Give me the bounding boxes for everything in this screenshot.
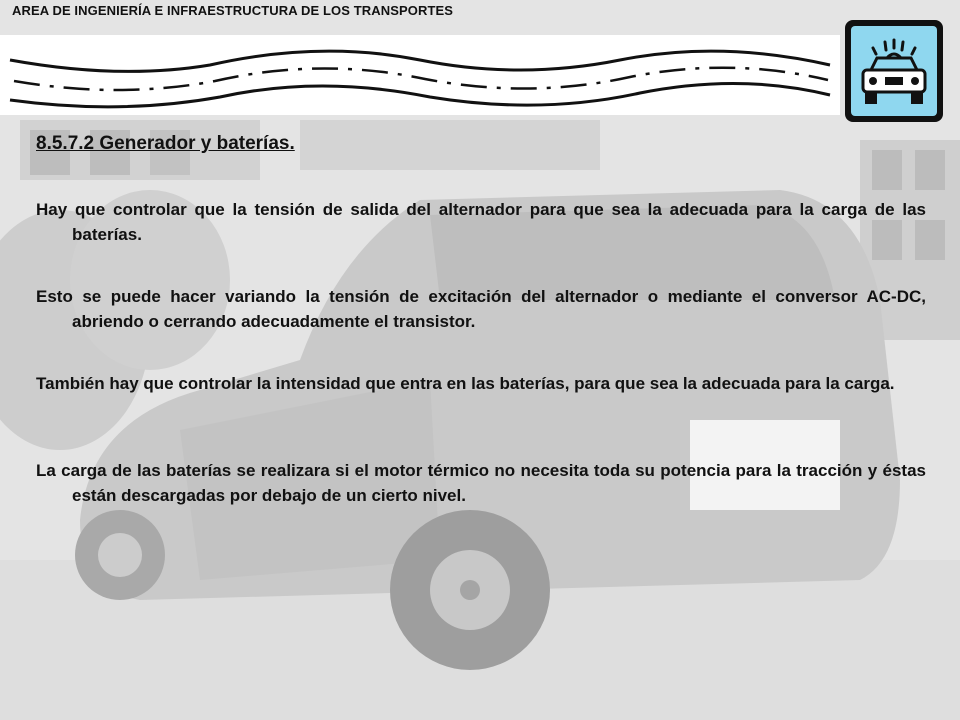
paragraph-2: Esto se puede hacer variando la tensión de excitación del alternador o mediante el conversor AC-DC, abriendo o cerrando adecuadamente el transistor.	[36, 287, 926, 331]
car-warning-icon	[843, 18, 945, 124]
paragraph-4: La carga de las baterías se realizara si el motor térmico no necesita toda su potencia para la tracción y éstas están descargadas por debajo de un cierto nivel.	[36, 461, 926, 505]
road-banner-graphic	[0, 35, 840, 115]
section-title: 8.5.7.2 Generador y baterías.	[36, 133, 295, 154]
header-area-title: AREA DE INGENIERÍA E INFRAESTRUCTURA DE LOS TRANSPORTES	[12, 3, 454, 18]
paragraph-3: También hay que controlar la intensidad que entra en las baterías, para que sea la adecuada para la carga.	[36, 374, 895, 393]
paragraph-1: Hay que controlar que la tensión de salida del alternador para que sea la adecuada para la carga de las baterías.	[36, 200, 926, 244]
